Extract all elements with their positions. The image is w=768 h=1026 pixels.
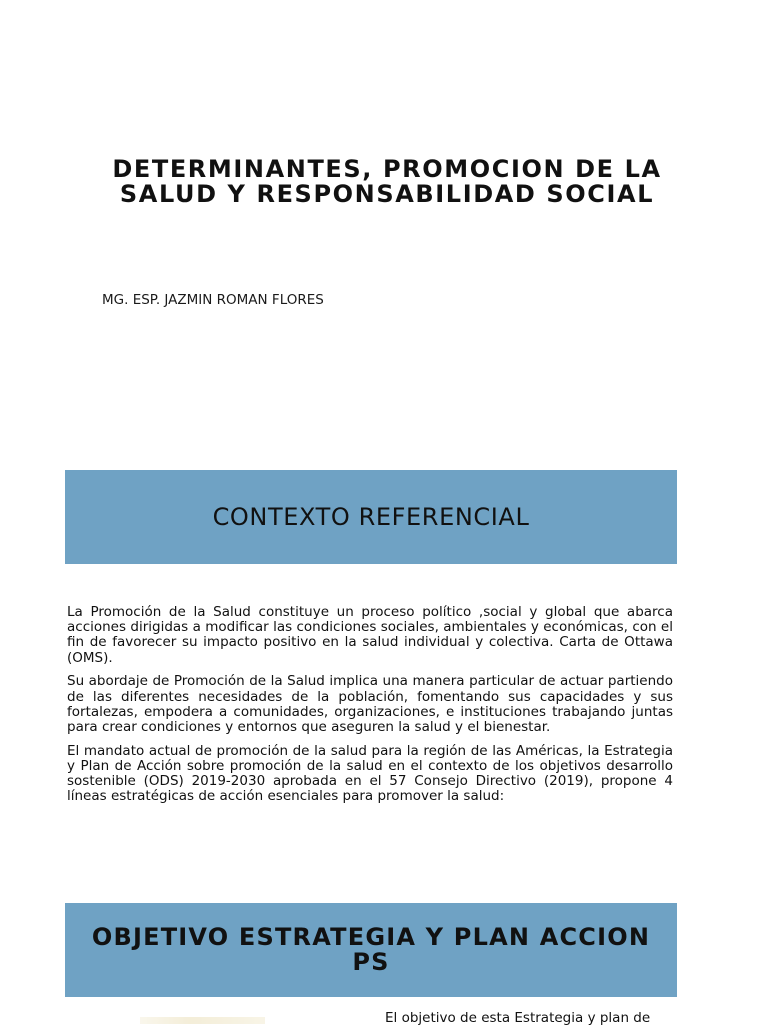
section-header-objetivo — [65, 903, 677, 997]
document-title — [100, 157, 674, 207]
document-title-line-1: DETERMINANTES, PROMOCION DE LA — [112, 155, 662, 183]
section-header-contexto — [65, 470, 677, 564]
document-title-line-2: SALUD Y RESPONSABILIDAD SOCIAL — [119, 180, 655, 208]
section-heading-contexto: CONTEXTO REFERENCIAL — [212, 503, 530, 531]
paragraph-mandato: El mandato actual de promoción de la salud para la región de las Américas, la Estrategia y Plan de Acción sobre promoción de la salud en el contexto de los objetivos desarrollo sostenible (ODS) 2019-2030 aprobada en el 57 Consejo Directivo (2019), propone 4 líneas estratégicas de acción esenciales para promover la salud: — [67, 742, 673, 805]
author-name: MG. ESP. JAZMIN ROMAN FLORES — [102, 292, 324, 308]
objetivo-paragraph-partial: El objetivo de esta Estrategia y plan de — [385, 1011, 651, 1026]
paragraph-ottawa: La Promoción de la Salud constituye un proceso político ,social y global que abarca acciones dirigidas a modificar las condiciones sociales, ambientales y económicas, con el fin de favorecer su impacto positivo en la salud individual y colectiva. Carta de Ottawa (OMS). — [67, 604, 673, 666]
contexto-body — [67, 605, 673, 813]
paragraph-abordaje: Su abordaje de Promoción de la Salud implica una manera particular de actuar partiendo de las diferentes necesidades de la población, fomentando sus capacidades y sus fortalezas, empodera a comunidades, organizaciones, e instituciones trabajando juntas para crear condiciones y entornos que aseguren la salud y el bienestar. — [67, 673, 673, 735]
partial-image — [140, 1017, 265, 1024]
section-heading-objetivo: OBJETIVO ESTRATEGIA Y PLAN ACCION PS — [91, 923, 651, 976]
